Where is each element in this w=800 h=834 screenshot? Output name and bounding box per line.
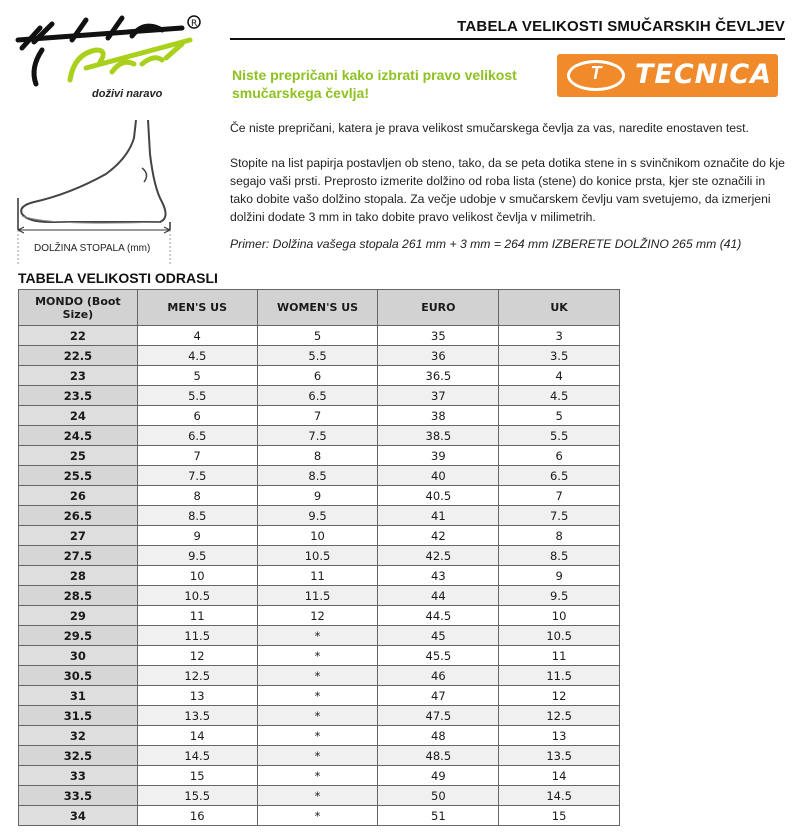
example-line: Primer: Dolžina vašega stopala 261 mm + 3 mm = 264 mm IZBERETE DOLŽINO 265 mm (41) — [230, 237, 742, 251]
cell-womens-us: * — [257, 686, 378, 706]
cell-euro: 48.5 — [378, 746, 499, 766]
cell-mens-us: 5.5 — [137, 386, 257, 406]
cell-euro: 42 — [378, 526, 499, 546]
table-row — [19, 686, 620, 706]
cell-mondo: 34 — [19, 806, 138, 826]
cell-uk: 10.5 — [499, 626, 620, 646]
cell-uk: 11.5 — [499, 666, 620, 686]
cell-womens-us: 8 — [257, 446, 378, 466]
table-row — [19, 486, 620, 506]
cell-mens-us: 14.5 — [137, 746, 257, 766]
cell-mondo: 33 — [19, 766, 138, 786]
cell-euro: 35 — [378, 326, 499, 346]
size-table — [18, 289, 620, 826]
cell-womens-us: 6 — [257, 366, 378, 386]
cell-euro: 44.5 — [378, 606, 499, 626]
cell-mondo: 28.5 — [19, 586, 138, 606]
table-row — [19, 446, 620, 466]
cell-mens-us: 12 — [137, 646, 257, 666]
page-subtitle: Niste prepričani kako izbrati pravo velikost smučarskega čevlja! — [232, 67, 517, 101]
cell-uk: 7.5 — [499, 506, 620, 526]
cell-mondo: 32.5 — [19, 746, 138, 766]
cell-womens-us: 7.5 — [257, 426, 378, 446]
cell-womens-us: 9 — [257, 486, 378, 506]
cell-uk: 14 — [499, 766, 620, 786]
cell-womens-us: * — [257, 786, 378, 806]
tecnica-wordmark: TECNICA — [635, 59, 773, 90]
cell-euro: 51 — [378, 806, 499, 826]
cell-mens-us: 8 — [137, 486, 257, 506]
cell-uk: 3 — [499, 326, 620, 346]
cell-euro: 46 — [378, 666, 499, 686]
cell-mondo: 30 — [19, 646, 138, 666]
table-row — [19, 426, 620, 446]
cell-euro: 36 — [378, 346, 499, 366]
cell-womens-us: 8.5 — [257, 466, 378, 486]
header-uk: UK — [499, 290, 620, 326]
cell-euro: 45 — [378, 626, 499, 646]
cell-euro: 38.5 — [378, 426, 499, 446]
cell-mondo: 27 — [19, 526, 138, 546]
instructions-paragraph: Stopite na list papirja postavljen ob steno, tako, da se peta dotika stene in s svinčnikom označite do kje segajo vaši prsti. Preprosto izmerite dolžino od roba lista (stene) do konice prsta, kjer ste označili in tako dobite vašo dolžino stopala. Za večje udobje v smučarskem čevlju vam svetujemo, da izmerjeni dolžini dodate 3 mm in tako dobite pravo velikost čevlja v milimetrih. — [230, 156, 785, 224]
cell-euro: 36.5 — [378, 366, 499, 386]
cell-mens-us: 15 — [137, 766, 257, 786]
cell-mens-us: 7.5 — [137, 466, 257, 486]
cell-mens-us: 11 — [137, 606, 257, 626]
cell-mens-us: 10 — [137, 566, 257, 586]
tecnica-logo — [557, 54, 778, 97]
table-row — [19, 366, 620, 386]
cell-euro: 45.5 — [378, 646, 499, 666]
table-row — [19, 346, 620, 366]
cell-uk: 5.5 — [499, 426, 620, 446]
cell-mondo: 28 — [19, 566, 138, 586]
cell-uk: 12.5 — [499, 706, 620, 726]
cell-euro: 41 — [378, 506, 499, 526]
table-row — [19, 466, 620, 486]
table-row — [19, 626, 620, 646]
cell-mens-us: 14 — [137, 726, 257, 746]
table-title: TABELA VELIKOSTI ODRASLI — [18, 270, 218, 286]
cell-uk: 3.5 — [499, 346, 620, 366]
cell-mondo: 30.5 — [19, 666, 138, 686]
cell-uk: 9 — [499, 566, 620, 586]
cell-euro: 38 — [378, 406, 499, 426]
cell-euro: 47.5 — [378, 706, 499, 726]
cell-mens-us: 6 — [137, 406, 257, 426]
cell-womens-us: 5 — [257, 326, 378, 346]
table-row — [19, 666, 620, 686]
cell-womens-us: 11 — [257, 566, 378, 586]
cell-mondo: 31.5 — [19, 706, 138, 726]
cell-mens-us: 13 — [137, 686, 257, 706]
cell-womens-us: 7 — [257, 406, 378, 426]
cell-mens-us: 10.5 — [137, 586, 257, 606]
cell-mens-us: 8.5 — [137, 506, 257, 526]
cell-uk: 12 — [499, 686, 620, 706]
cell-mens-us: 11.5 — [137, 626, 257, 646]
size-table-body — [19, 326, 620, 826]
page-title: TABELA VELIKOSTI SMUČARSKIH ČEVLJEV — [230, 18, 785, 40]
cell-uk: 11 — [499, 646, 620, 666]
cell-uk: 4 — [499, 366, 620, 386]
table-row — [19, 746, 620, 766]
cell-mondo: 26 — [19, 486, 138, 506]
table-row — [19, 506, 620, 526]
cell-mondo: 22 — [19, 326, 138, 346]
cell-mondo: 24.5 — [19, 426, 138, 446]
cell-uk: 14.5 — [499, 786, 620, 806]
cell-mens-us: 9 — [137, 526, 257, 546]
cell-uk: 5 — [499, 406, 620, 426]
table-row — [19, 726, 620, 746]
cell-mens-us: 13.5 — [137, 706, 257, 726]
table-row — [19, 586, 620, 606]
cell-euro: 49 — [378, 766, 499, 786]
cell-mondo: 27.5 — [19, 546, 138, 566]
table-row — [19, 706, 620, 726]
cell-mens-us: 7 — [137, 446, 257, 466]
cell-euro: 40 — [378, 466, 499, 486]
cell-womens-us: 10 — [257, 526, 378, 546]
cell-mondo: 29.5 — [19, 626, 138, 646]
cell-mondo: 25 — [19, 446, 138, 466]
cell-euro: 42.5 — [378, 546, 499, 566]
cell-mondo: 26.5 — [19, 506, 138, 526]
cell-womens-us: * — [257, 746, 378, 766]
cell-womens-us: 12 — [257, 606, 378, 626]
cell-mondo: 24 — [19, 406, 138, 426]
cell-mondo: 31 — [19, 686, 138, 706]
cell-uk: 8.5 — [499, 546, 620, 566]
table-header-row — [19, 290, 620, 326]
cell-womens-us: 9.5 — [257, 506, 378, 526]
tecnica-emblem-mark: T — [590, 63, 602, 83]
header-euro: EURO — [378, 290, 499, 326]
cell-euro: 48 — [378, 726, 499, 746]
logo-tagline: doživi naravo — [92, 88, 163, 100]
header-womens-us: WOMEN'S US — [257, 290, 378, 326]
intro-paragraph: Če niste prepričani, katera je prava velikost smučarskega čevlja za vas, naredite enostaven test. — [230, 121, 749, 135]
cell-uk: 4.5 — [499, 386, 620, 406]
cell-euro: 40.5 — [378, 486, 499, 506]
cell-uk: 9.5 — [499, 586, 620, 606]
cell-mens-us: 12.5 — [137, 666, 257, 686]
cell-uk: 15 — [499, 806, 620, 826]
header-mondo: MONDO (Boot Size) — [19, 290, 138, 326]
cell-euro: 50 — [378, 786, 499, 806]
cell-womens-us: * — [257, 806, 378, 826]
table-row — [19, 526, 620, 546]
table-row — [19, 406, 620, 426]
cell-womens-us: * — [257, 706, 378, 726]
table-row — [19, 646, 620, 666]
cell-mondo: 22.5 — [19, 346, 138, 366]
cell-womens-us: 10.5 — [257, 546, 378, 566]
cell-mens-us: 4 — [137, 326, 257, 346]
cell-womens-us: 6.5 — [257, 386, 378, 406]
table-row — [19, 606, 620, 626]
cell-euro: 47 — [378, 686, 499, 706]
header-mens-us: MEN'S US — [137, 290, 257, 326]
cell-uk: 13 — [499, 726, 620, 746]
cell-mens-us: 5 — [137, 366, 257, 386]
cell-uk: 10 — [499, 606, 620, 626]
table-row — [19, 326, 620, 346]
table-row — [19, 766, 620, 786]
cell-womens-us: * — [257, 726, 378, 746]
cell-uk: 7 — [499, 486, 620, 506]
cell-mondo: 33.5 — [19, 786, 138, 806]
cell-mens-us: 9.5 — [137, 546, 257, 566]
cell-mens-us: 16 — [137, 806, 257, 826]
table-row — [19, 566, 620, 586]
cell-mens-us: 6.5 — [137, 426, 257, 446]
cell-womens-us: * — [257, 666, 378, 686]
cell-womens-us: * — [257, 766, 378, 786]
cell-mens-us: 15.5 — [137, 786, 257, 806]
cell-mondo: 32 — [19, 726, 138, 746]
cell-mondo: 23 — [19, 366, 138, 386]
cell-euro: 43 — [378, 566, 499, 586]
cell-womens-us: * — [257, 626, 378, 646]
cell-uk: 6 — [499, 446, 620, 466]
cell-womens-us: * — [257, 646, 378, 666]
foot-length-label: DOLŽINA STOPALA (mm) — [34, 243, 151, 254]
cell-euro: 37 — [378, 386, 499, 406]
cell-euro: 39 — [378, 446, 499, 466]
cell-mens-us: 4.5 — [137, 346, 257, 366]
cell-womens-us: 5.5 — [257, 346, 378, 366]
svg-text:R: R — [191, 19, 198, 29]
cell-uk: 13.5 — [499, 746, 620, 766]
cell-womens-us: 11.5 — [257, 586, 378, 606]
cell-mondo: 25.5 — [19, 466, 138, 486]
cell-mondo: 23.5 — [19, 386, 138, 406]
cell-euro: 44 — [378, 586, 499, 606]
table-row — [19, 806, 620, 826]
cell-mondo: 29 — [19, 606, 138, 626]
cell-uk: 8 — [499, 526, 620, 546]
table-row — [19, 386, 620, 406]
table-row — [19, 546, 620, 566]
cell-uk: 6.5 — [499, 466, 620, 486]
table-row — [19, 786, 620, 806]
